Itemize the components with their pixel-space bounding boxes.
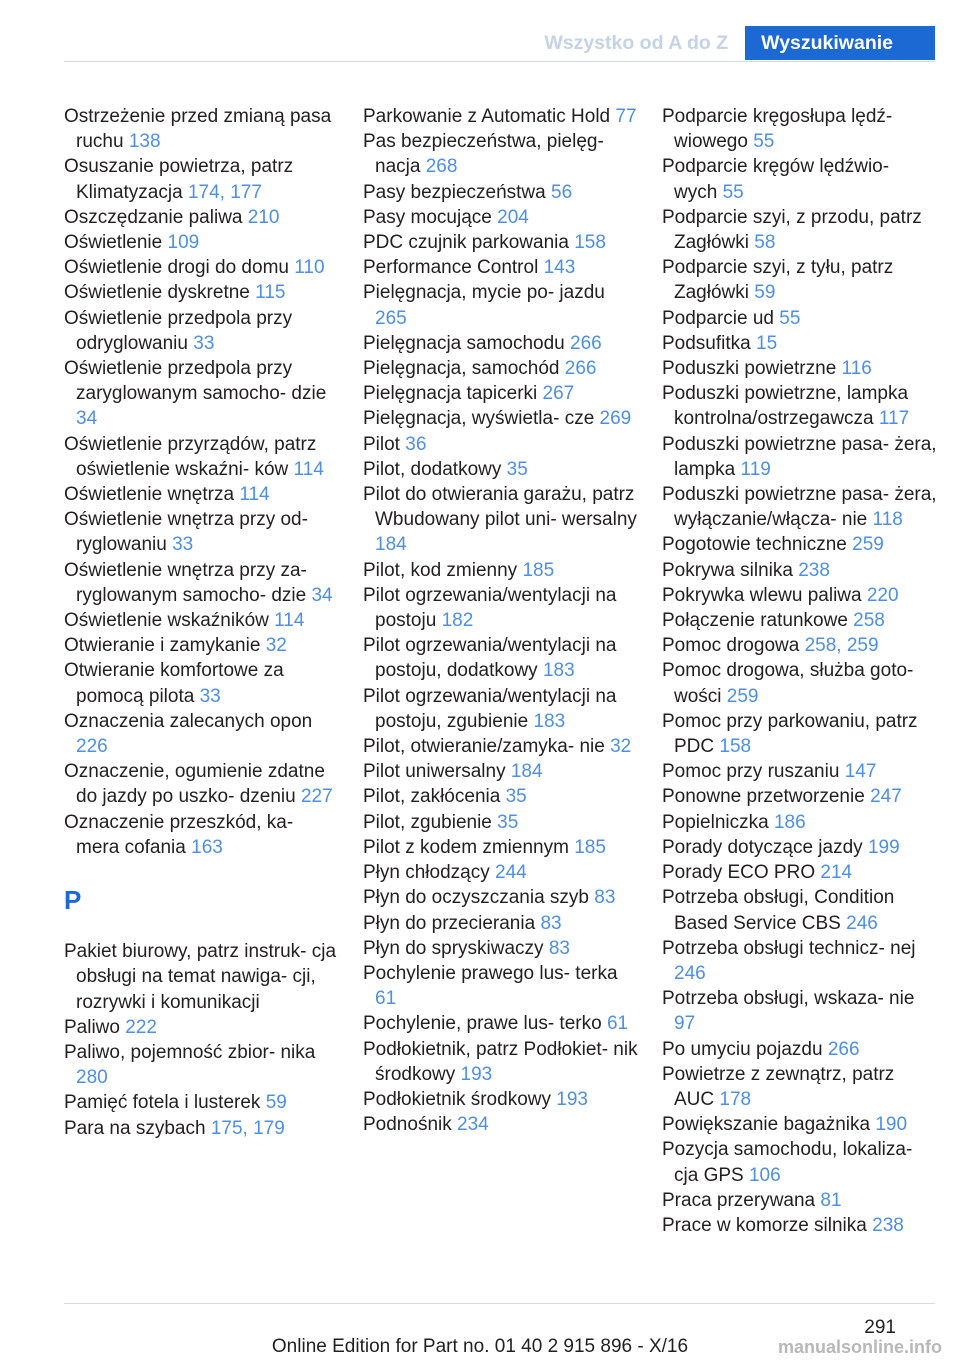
- index-entry: [64, 1090, 339, 1115]
- entry-term: Pilot, dodatkowy: [363, 458, 502, 480]
- breadcrumb[interactable]: Wszystko od A do Z: [544, 32, 729, 54]
- page-reference-link[interactable]: 163: [191, 836, 223, 858]
- index-entry: [662, 1112, 937, 1137]
- entry-term: Podłokietnik, patrz Podłokiet‐ nik środkowy: [363, 1038, 638, 1085]
- index-entry: [662, 759, 937, 784]
- entry-term: Oświetlenie wnętrza: [64, 484, 235, 506]
- index-entry: [662, 558, 937, 583]
- page-reference-link[interactable]: 59: [265, 1092, 287, 1114]
- page-reference-link[interactable]: 183: [533, 710, 566, 732]
- index-entry: [662, 1188, 937, 1213]
- page-reference-link[interactable]: 119: [740, 458, 771, 480]
- index-entry: [64, 255, 339, 280]
- page-reference-link[interactable]: 33: [172, 534, 194, 556]
- index-entry: [363, 684, 638, 734]
- entry-term: Podparcie szyi, z tyłu, patrz Zagłówki: [662, 257, 894, 304]
- index-entry: [363, 205, 638, 230]
- index-entry: [64, 205, 339, 230]
- index-column-2: [363, 104, 638, 1137]
- index-entry: [363, 961, 638, 1011]
- page-reference-link[interactable]: 55: [779, 307, 801, 329]
- index-entry: [363, 280, 638, 330]
- entry-term: Powiększanie bagażnika: [662, 1114, 871, 1136]
- index-entry: [64, 306, 339, 356]
- page-reference-link[interactable]: 185: [574, 836, 606, 858]
- index-entry: [363, 129, 638, 179]
- page-reference-link[interactable]: 115: [255, 282, 286, 304]
- entry-term: Podparcie kręgosłupa lędź‐ wiowego: [662, 106, 893, 153]
- entry-term: Pakiet biurowy, patrz instruk‐ cja obsługi na temat nawiga‐ cji, rozrywki i komunikacji: [64, 941, 337, 1013]
- index-entry: [363, 633, 638, 683]
- entry-term: Ostrzeżenie przed zmianą pasa ruchu: [64, 106, 332, 153]
- entry-term: Płyn do przecierania: [363, 912, 536, 934]
- entry-term: Potrzeba obsługi, Condition Based Service CBS: [662, 887, 895, 934]
- tab-current[interactable]: Wyszukiwanie: [745, 26, 935, 60]
- entry-term: Oświetlenie drogi do domu: [64, 257, 289, 279]
- index-entry: [363, 406, 638, 431]
- entry-term: Oznaczenie, ogumienie zdatne do jazdy po uszko‐ dzeniu: [64, 761, 325, 808]
- page-reference-link[interactable]: 247: [870, 786, 902, 808]
- page-reference-link[interactable]: 83: [548, 937, 570, 959]
- entry-term: Pomoc drogowa, służba goto‐ wości: [662, 660, 914, 707]
- page-reference-link[interactable]: 15: [756, 332, 778, 354]
- entry-term: PDC czujnik parkowania: [363, 232, 569, 254]
- page-reference-link[interactable]: 258: [853, 610, 885, 632]
- page-reference-link[interactable]: 183: [542, 660, 575, 682]
- index-entry: [662, 860, 937, 885]
- index-entry: [363, 104, 638, 129]
- entry-term: Pilot: [363, 433, 400, 455]
- page-reference-link[interactable]: 118: [872, 509, 903, 531]
- index-entry: [662, 658, 937, 708]
- page-reference-link[interactable]: 32: [610, 736, 632, 758]
- index-entry: [662, 331, 937, 356]
- entry-term: Oznaczenia zalecanych opon: [64, 710, 313, 732]
- page-reference-link[interactable]: 259: [726, 685, 759, 707]
- section-letter: P: [64, 885, 82, 916]
- entry-term: Pielęgnacja tapicerki: [363, 383, 538, 405]
- index-entry: [363, 911, 638, 936]
- page-reference-link[interactable]: 116: [841, 358, 872, 380]
- entry-term: Pochylenie, prawe lus‐ terko: [363, 1013, 602, 1035]
- index-entry: [363, 784, 638, 809]
- index-entry: [662, 1213, 937, 1238]
- entry-term: Popielniczka: [662, 811, 769, 833]
- index-entry: [64, 104, 339, 154]
- entry-term: Pilot ogrzewania/wentylacji na postoju: [363, 584, 617, 632]
- index-entry: [64, 154, 339, 204]
- page-reference-link[interactable]: 55: [722, 181, 744, 203]
- index-entry: [64, 280, 339, 305]
- entry-term: Oszczędzanie paliwa: [64, 206, 243, 228]
- page-reference-link[interactable]: 199: [867, 836, 900, 858]
- page-reference-link[interactable]: 266: [564, 358, 597, 380]
- entry-term: Podparcie kręgów lędźwio‐ wych: [662, 156, 890, 203]
- entry-term: Oświetlenie przedpola przy odryglowaniu: [64, 307, 293, 354]
- index-entry: [64, 633, 339, 658]
- page-reference-link[interactable]: 110: [294, 257, 325, 279]
- page-reference-link[interactable]: 34: [76, 408, 98, 430]
- entry-term: Pokrywa silnika: [662, 559, 793, 581]
- index-entry: [662, 154, 937, 204]
- index-entry: [662, 532, 937, 557]
- watermark: manualsonline.info: [777, 1337, 942, 1357]
- entry-term: Porady dotyczące jazdy: [662, 836, 863, 858]
- entry-term: Parkowanie z Automatic Hold: [363, 106, 611, 127]
- page-reference-link[interactable]: 258, 259: [804, 635, 879, 657]
- page-reference-link[interactable]: 246: [846, 912, 878, 934]
- index-entry: [662, 306, 937, 331]
- page-reference-link[interactable]: 266: [570, 332, 602, 354]
- page-reference-link[interactable]: 204: [497, 206, 529, 228]
- entry-term: Oświetlenie wnętrza przy za‐ ryglowanym samocho‐ dzie: [64, 559, 307, 606]
- page-reference-link[interactable]: 158: [574, 232, 606, 254]
- page-reference-link[interactable]: 36: [405, 433, 427, 455]
- page-reference-link[interactable]: 143: [543, 257, 576, 279]
- index-entry: [363, 558, 638, 583]
- entry-term: Pogotowie techniczne: [662, 534, 847, 556]
- index-entry: [662, 381, 937, 431]
- page-reference-link[interactable]: 59: [754, 282, 776, 304]
- entry-term: Pielęgnacja, mycie po‐ jazdu: [363, 282, 605, 304]
- index-entry: [363, 381, 638, 406]
- page-reference-link[interactable]: 184: [510, 761, 543, 783]
- page-reference-link[interactable]: 214: [820, 862, 853, 884]
- entry-term: Praca przerywana: [662, 1189, 816, 1211]
- index-entry: [363, 1087, 638, 1112]
- entry-term: Pilot ogrzewania/wentylacji na postoju, dodatkowy: [363, 635, 617, 682]
- entry-term: Potrzeba obsługi, wskaza‐ nie: [662, 988, 915, 1010]
- page-reference-link[interactable]: 106: [748, 1164, 781, 1186]
- index-entry: [363, 482, 638, 558]
- index-entry: [64, 1040, 339, 1090]
- entry-term: Płyn do oczyszczania szyb: [363, 887, 589, 909]
- page-reference-link[interactable]: 55: [753, 131, 775, 153]
- entry-term: Pochylenie prawego lus‐ terka: [363, 962, 618, 984]
- entry-term: Pilot ogrzewania/wentylacji na postoju, zgubienie: [363, 685, 617, 732]
- page-reference-link[interactable]: 234: [457, 1114, 489, 1136]
- footer-divider: [64, 1303, 935, 1304]
- index-entry: [662, 936, 937, 986]
- entry-term: Pasy bezpieczeństwa: [363, 181, 546, 203]
- entry-term: Porady ECO PRO: [662, 862, 816, 884]
- entry-term: Płyn chłodzący: [363, 862, 490, 884]
- index-entry: [64, 230, 339, 255]
- index-column-3: [662, 104, 937, 1238]
- entry-term: Podsufitka: [662, 332, 751, 354]
- index-entry: [64, 1015, 339, 1040]
- index-entry: [363, 255, 638, 280]
- entry-term: Oświetlenie wskaźników: [64, 610, 269, 632]
- index-entry: [363, 331, 638, 356]
- entry-term: Pomoc przy parkowaniu, patrz PDC: [662, 710, 918, 758]
- page-reference-link[interactable]: 238: [798, 559, 830, 581]
- entry-term: Pilot z kodem zmiennym: [363, 836, 569, 858]
- index-entry: [363, 356, 638, 381]
- index-entry: [363, 860, 638, 885]
- page-reference-link[interactable]: 33: [199, 685, 221, 707]
- page-reference-link[interactable]: 259: [852, 534, 884, 556]
- page-reference-link[interactable]: 268: [425, 156, 458, 178]
- page-reference-link[interactable]: 174, 177: [187, 181, 262, 203]
- page-reference-link[interactable]: 61: [606, 1013, 629, 1035]
- index-entry: [662, 986, 937, 1036]
- entry-term: Pilot, zakłócenia: [363, 786, 501, 808]
- index-entry: [64, 810, 339, 860]
- index-entry: [363, 230, 638, 255]
- page-reference-link[interactable]: 114: [274, 610, 305, 632]
- index-entry: [363, 835, 638, 860]
- page-reference-link[interactable]: 266: [827, 1038, 860, 1060]
- index-entry: [662, 1037, 937, 1062]
- entry-term: Połączenie ratunkowe: [662, 610, 848, 632]
- entry-term: Podparcie szyi, z przodu, patrz Zagłówki: [662, 206, 922, 254]
- entry-term: Pomoc przy ruszaniu: [662, 761, 840, 783]
- entry-term: Powietrze z zewnątrz, patrz AUC: [662, 1063, 895, 1110]
- page-reference-link[interactable]: 210: [247, 206, 280, 228]
- entry-term: Pasy mocujące: [363, 206, 492, 228]
- page-reference-link[interactable]: 190: [875, 1114, 908, 1136]
- entry-term: Ponowne przetworzenie: [662, 786, 865, 808]
- entry-term: Pilot, zgubienie: [363, 811, 492, 833]
- index-entry: [662, 835, 937, 860]
- page-reference-link[interactable]: 77: [615, 106, 637, 127]
- index-entry: [64, 658, 339, 708]
- page-reference-link[interactable]: 83: [594, 887, 616, 909]
- index-entry: [64, 1116, 339, 1141]
- index-entry: [662, 356, 937, 381]
- page-reference-link[interactable]: 61: [375, 988, 397, 1010]
- index-entry: [363, 759, 638, 784]
- entry-term: Pilot, otwieranie/zamyka‐ nie: [363, 736, 605, 758]
- edition-footer: Online Edition for Part no. 01 40 2 915 896 - X/16: [271, 1336, 689, 1357]
- header-tabs: [522, 26, 935, 60]
- index-entry: [662, 1137, 937, 1187]
- index-entry: [363, 457, 638, 482]
- page-reference-link[interactable]: 35: [506, 458, 528, 480]
- index-entry: [363, 432, 638, 457]
- entry-term: Oświetlenie dyskretne: [64, 282, 250, 304]
- page-reference-link[interactable]: 158: [719, 736, 752, 758]
- page-reference-link[interactable]: 35: [505, 786, 527, 808]
- page-reference-link[interactable]: 222: [125, 1016, 157, 1038]
- page-reference-link[interactable]: 246: [674, 962, 706, 984]
- entry-term: Pielęgnacja, wyświetla‐ cze: [363, 408, 595, 430]
- index-entry: [662, 784, 937, 809]
- index-entry: [662, 810, 937, 835]
- page-reference-link[interactable]: 184: [375, 534, 407, 556]
- page-reference-link[interactable]: 117: [878, 408, 910, 430]
- page-reference-link[interactable]: 227: [300, 786, 333, 808]
- index-entry: [64, 759, 339, 809]
- entry-term: Pilot do otwierania garażu, patrz Wbudowany pilot uni‐ wersalny: [363, 484, 637, 531]
- page-reference-link[interactable]: 83: [540, 912, 562, 934]
- entry-term: Paliwo: [64, 1016, 120, 1038]
- entry-term: Prace w komorze silnika: [662, 1214, 867, 1236]
- index-entry: [662, 633, 937, 658]
- index-entry: [662, 583, 937, 608]
- index-entry: [363, 1037, 638, 1087]
- entry-term: Poduszki powietrzne pasa‐ żera, lampka: [662, 433, 937, 480]
- entry-term: Pilot, kod zmienny: [363, 559, 518, 581]
- page-reference-link[interactable]: 244: [495, 862, 527, 884]
- entry-term: Pielęgnacja samochodu: [363, 332, 565, 354]
- page-reference-link[interactable]: 269: [599, 408, 632, 430]
- index-entry: [363, 583, 638, 633]
- entry-term: Pilot uniwersalny: [363, 761, 506, 783]
- index-entry: [662, 255, 937, 305]
- entry-term: Poduszki powietrzne: [662, 358, 837, 380]
- index-entry: [662, 432, 937, 482]
- entry-term: Pokrywka wlewu paliwa: [662, 584, 862, 606]
- page-reference-link[interactable]: 114: [293, 458, 324, 480]
- entry-term: Oświetlenie przedpola przy zaryglowanym samocho‐ dzie: [64, 358, 327, 405]
- index-entry: [363, 885, 638, 910]
- entry-term: Podnośnik: [363, 1114, 452, 1136]
- entry-term: Pozycja samochodu, lokaliza‐ cja GPS: [662, 1139, 913, 1186]
- index-entry: [662, 104, 937, 154]
- page-reference-link[interactable]: 35: [497, 811, 519, 833]
- entry-term: Paliwo, pojemność zbior‐ nika: [64, 1041, 316, 1063]
- index-entry: [662, 1062, 937, 1112]
- entry-term: Otwieranie komfortowe za pomocą pilota: [64, 660, 284, 707]
- page-reference-link[interactable]: 109: [167, 232, 200, 254]
- index-entry: [363, 180, 638, 205]
- index-entry: [64, 939, 339, 1015]
- page-reference-link[interactable]: 267: [542, 383, 575, 405]
- entry-term: Oświetlenie wnętrza przy od‐ ryglowaniu: [64, 509, 308, 556]
- entry-term: Pielęgnacja, samochód: [363, 358, 560, 380]
- entry-term: Poduszki powietrzne pasa‐ żera, wyłączanie/włącza‐ nie: [662, 484, 937, 531]
- entry-term: Oznaczenie przeszkód, ka‐ mera cofania: [64, 811, 294, 858]
- page-reference-link[interactable]: 265: [375, 307, 407, 329]
- page-reference-link[interactable]: 193: [556, 1088, 588, 1110]
- page-reference-link[interactable]: 238: [872, 1214, 904, 1236]
- index-entry: [662, 709, 937, 759]
- index-entry: [363, 1011, 638, 1036]
- page-reference-link[interactable]: 220: [866, 584, 899, 606]
- entry-term: Podłokietnik środkowy: [363, 1088, 551, 1110]
- index-entry: [363, 1112, 638, 1137]
- page-reference-link[interactable]: 175, 179: [210, 1117, 285, 1139]
- index-entry: [363, 810, 638, 835]
- index-column-1: [64, 104, 339, 1141]
- page-number: 291: [864, 1317, 896, 1338]
- entry-term: Podparcie ud: [662, 307, 774, 329]
- entry-term: Poduszki powietrzne, lampka kontrolna/ostrzegawcza: [662, 383, 909, 430]
- index-entry: [363, 734, 638, 759]
- entry-term: Oświetlenie: [64, 232, 163, 254]
- index-entry: [363, 936, 638, 961]
- entry-term: Oświetlenie przyrządów, patrz oświetlenie wskaźni‐ ków: [64, 433, 317, 480]
- index-entry: [64, 507, 339, 557]
- page-reference-link[interactable]: 185: [522, 559, 555, 581]
- page-reference-link[interactable]: 226: [76, 736, 108, 758]
- entry-term: Pamięć fotela i lusterek: [64, 1092, 261, 1114]
- entry-term: Otwieranie i zamykanie: [64, 635, 261, 657]
- page-reference-link[interactable]: 186: [773, 811, 806, 833]
- index-entry: [662, 885, 937, 935]
- page-reference-link[interactable]: 56: [551, 181, 573, 203]
- page-reference-link[interactable]: 81: [820, 1189, 842, 1211]
- index-entry: [662, 482, 937, 532]
- index-entry: [64, 482, 339, 507]
- index-entry: [64, 432, 339, 482]
- page-reference-link[interactable]: 34: [311, 584, 333, 606]
- page-reference-link[interactable]: 138: [128, 131, 161, 153]
- entry-term: Para na szybach: [64, 1117, 206, 1139]
- index-entry: [64, 608, 339, 633]
- index-entry: [64, 709, 339, 759]
- page-reference-link[interactable]: 32: [265, 635, 287, 657]
- entry-term: Po umyciu pojazdu: [662, 1038, 823, 1060]
- entry-term: Pas bezpieczeństwa, pielęg‐ nacja: [363, 131, 604, 178]
- entry-term: Performance Control: [363, 257, 539, 279]
- entry-term: Osuszanie powietrza, patrz Klimatyzacja: [64, 156, 294, 203]
- header-divider: [64, 61, 935, 62]
- page-reference-link[interactable]: 147: [844, 761, 877, 783]
- page-reference-link[interactable]: 193: [460, 1063, 493, 1085]
- page-reference-link[interactable]: 280: [76, 1067, 108, 1089]
- index-entry: [64, 558, 339, 608]
- entry-term: Pomoc drogowa: [662, 635, 800, 657]
- entry-term: Płyn do spryskiwaczy: [363, 937, 544, 959]
- page-reference-link[interactable]: 178: [719, 1088, 752, 1110]
- page-reference-link[interactable]: 97: [674, 1013, 696, 1035]
- page-reference-link[interactable]: 114: [239, 484, 270, 506]
- index-entry: [662, 608, 937, 633]
- index-entry: [64, 356, 339, 432]
- index-entry: [662, 205, 937, 255]
- page-reference-link[interactable]: 182: [441, 610, 474, 632]
- page-reference-link[interactable]: 58: [754, 232, 776, 254]
- entry-term: Potrzeba obsługi technicz‐ nej: [662, 937, 916, 959]
- page-reference-link[interactable]: 33: [193, 332, 215, 354]
